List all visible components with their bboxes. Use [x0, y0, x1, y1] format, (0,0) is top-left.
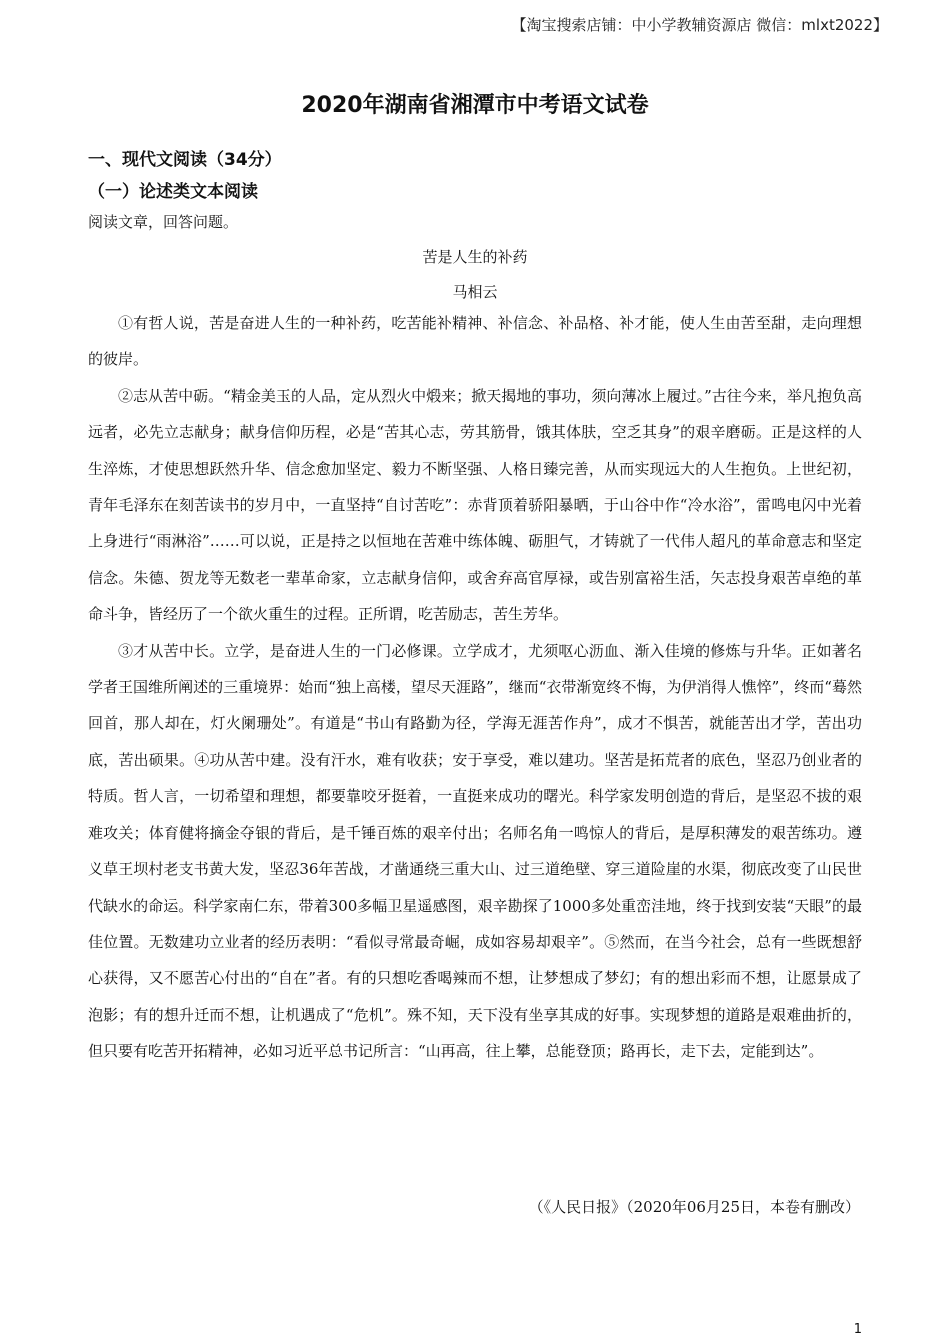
page-number: 1: [853, 1322, 862, 1337]
exam-title: 2020年湖南省湘潭市中考语文试卷: [301, 93, 649, 118]
article-paragraph-2: ②志从苦中砺。“精金美玉的人品，定从烈火中煅来；掀天揭地的事功，须向薄冰上履过。”古往今来，举凡抱负高远者，必先立志献身；献身信仰历程，必是“苦其心志，劳其筋骨，饿其体肤，空乏其身”的艰辛磨砺。正是这样的人生淬炼，才使思想跃然升华、信念愈加坚定、毅力不断坚强、人格日臻完善，从而实现远大的人生抱负。上世纪初，青年毛泽东在刻苦读书的岁月中，一直坚持“自讨苦吃”：赤背顶着骄阳暴晒，于山谷中作“冷水浴”，雷鸣电闪中光着上身进行“雨淋浴”……可以说，正是持之以恒地在苦难中练体魄、砺胆气，才铸就了一代伟人超凡的革命意志和坚定信念。朱德、贺龙等无数老一辈革命家，立志献身信仰，或舍弃高官厚禄，或告别富裕生活，矢志投身艰苦卓绝的革命斗争，皆经历了一个欲火重生的过程。正所谓，吃苦励志，苦生芳华。: [88, 386, 862, 624]
article-title: 苦是人生的补药: [422, 248, 528, 266]
reading-instruction: 阅读文章，回答问题。: [88, 213, 239, 231]
article-paragraph-3: ③才从苦中长。立学，是奋进人生的一门必修课。立学成才，尤须呕心沥血、渐入佳境的修炼与升华。正如著名学者王国维所阐述的三重境界：始而“独上高楼，望尽天涯路”，继而“衣带渐宽终不悔，为伊消得人憔悴”，终而“蓦然回首，那人却在，灯火阑珊处”。有道是“书山有路勤为径，学海无涯苦作舟”，成才不惧苦，就能苦出才学，苦出功底，苦出硕果。④功从苦中建。没有汗水，难有收获；安于享受，难以建功。坚苦是拓荒者的底色，坚忍乃创业者的特质。哲人言，一切希望和理想，都要靠咬牙挺着，一直挺来成功的曙光。科学家发明创造的背后，是坚忍不拔的艰难攻关；体育健将摘金夺银的背后，是千锤百炼的艰辛付出；名师名角一鸣惊人的背后，是厚积薄发的艰苦练功。遵义草王坝村老支书黄大发，坚忍36年苦战，才凿通绕三重大山、过三道绝壁、穿三道险崖的水渠，彻底改变了山民世代缺水的命运。科学家南仁东，带着300多幅卫星遥感图，艰辛勘探了1000多处重峦洼地，终于找到安装“天眼”的最佳位置。无数建功立业者的经历表明：“看似寻常最奇崛，成如容易却艰辛”。⑤然而，在当今社会，总有一些既想舒心获得，又不愿苦心付出的“自在”者。有的只想吃香喝辣而不想，让梦想成了梦幻；有的想出彩而不想，让愿景成了泡影；有的想升迁而不想，让机遇成了“危机”。殊不知，天下没有坐享其成的好事。实现梦想的道路是艰难曲折的，但只要有吃苦开拓精神，必如习近平总书记所言：“山再高，往上攀，总能登顶；路再长，走下去，定能到达”。: [88, 641, 862, 1061]
article-source: （《人民日报》（2020年06月25日，本卷有删改）: [528, 1198, 860, 1216]
header-note: 【淘宝搜索店铺：中小学教辅资源店 微信：mlxt2022】: [511, 16, 888, 34]
section-heading-argumentative-reading: （一）论述类文本阅读: [88, 182, 258, 202]
section-heading-modern-reading: 一、现代文阅读（34分）: [88, 150, 282, 170]
article-paragraph-1: ①有哲人说，苦是奋进人生的一种补药，吃苦能补精神、补信念、补品格、补才能，使人生由苦至甜，走向理想的彼岸。: [88, 314, 862, 369]
article-body: [88, 305, 862, 1070]
article-author: 马相云: [452, 283, 498, 301]
